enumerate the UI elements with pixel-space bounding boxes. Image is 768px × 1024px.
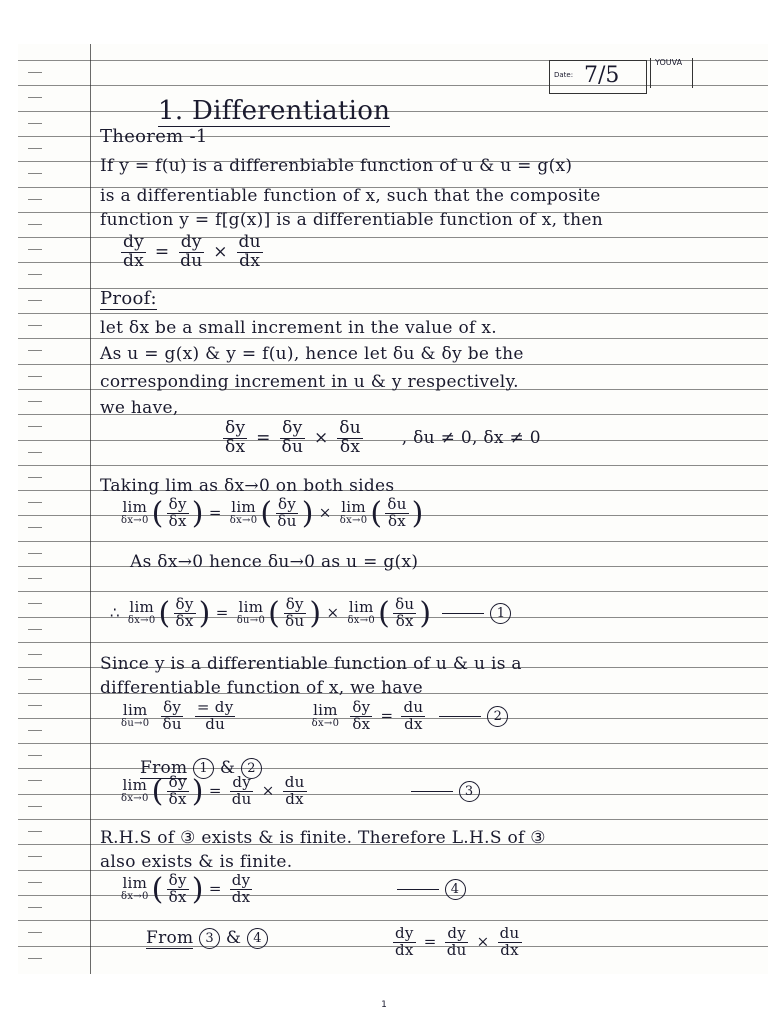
- margin-tick: [28, 907, 42, 908]
- ruled-line: [18, 591, 768, 592]
- margin-tick: [28, 376, 42, 377]
- margin-tick: [28, 97, 42, 98]
- ruled-line: [18, 465, 768, 466]
- fraction: $\frac{\delta u}{\delta x}$: [339, 418, 362, 457]
- margin-tick: [28, 705, 42, 706]
- margin-tick: [28, 882, 42, 883]
- proof-line-2: As u = g(x) & y = f(u), hence let δu & δy be the: [100, 344, 524, 364]
- margin-tick: [28, 629, 42, 630]
- equation-tag: 1: [490, 603, 511, 624]
- page-number: 1: [381, 1000, 387, 1010]
- proof-line-5: Taking lim as δx→0 on both sides: [100, 476, 395, 496]
- margin-tick: [28, 426, 42, 427]
- ruled-line: [18, 743, 768, 744]
- proof-equation-1: $\frac{\delta y}{\delta x}$ = $\frac{\delta y}{\delta u}$ × $\frac{\delta u}{\delta x}$ , δu ≠ 0, δx ≠ 0: [225, 418, 541, 457]
- margin-tick: [28, 123, 42, 124]
- limit-equation-a: lim δx→0 ( $\frac{\delta y}{\delta x}$ ) = lim δx→0 ( $\frac{\delta y}{\delta u}$ ) × lim δx→0 ( $\frac{\delta u}{\delta x}$ ): [121, 495, 424, 531]
- final-equation: $\frac{dy}{dx}$ = $\frac{dy}{du}$ × $\frac{du}{dx}$: [395, 924, 520, 959]
- margin-tick: [28, 300, 42, 301]
- margin-tick: [28, 173, 42, 174]
- fraction: $\frac{\delta y}{\delta u}$: [281, 418, 304, 457]
- theorem-formula: $\frac{dy}{dx}$ = $\frac{dy}{du}$ × $\frac{du}{dx}$: [123, 232, 261, 271]
- margin-tick: [28, 72, 42, 73]
- margin-tick: [28, 224, 42, 225]
- date-label: Date:: [554, 71, 574, 79]
- margin-tick: [28, 477, 42, 478]
- margin-tick: [28, 679, 42, 680]
- fraction: $\frac{dy}{du}$: [180, 232, 203, 271]
- ruled-line: [18, 642, 768, 643]
- equation-tag: 3: [459, 781, 480, 802]
- ruled-line: [18, 819, 768, 820]
- brand-divider: [692, 58, 693, 88]
- theorem-heading: Theorem -1: [100, 126, 208, 147]
- brand-name: YOUVA: [655, 58, 683, 67]
- limit-equation-4: lim δx→0 ( $\frac{\delta y}{\delta x}$ ) = $\frac{dy}{dx}$ 4: [118, 872, 466, 907]
- margin-tick: [28, 603, 42, 604]
- ruled-line: [18, 364, 768, 365]
- proof-line-9: R.H.S of ③ exists & is finite. Therefore L.H.S of ③: [100, 828, 546, 848]
- margin-tick: [28, 831, 42, 832]
- margin-tick: [28, 502, 42, 503]
- margin-tick: [28, 730, 42, 731]
- proof-line-4: we have,: [100, 398, 179, 418]
- margin-tick: [28, 578, 42, 579]
- ruled-line: [18, 338, 768, 339]
- margin-tick: [28, 452, 42, 453]
- ruled-line: [18, 85, 768, 86]
- ruled-line: [18, 111, 768, 112]
- margin-tick: [28, 553, 42, 554]
- proof-line-7: Since y is a differentiable function of u & u is a: [100, 654, 522, 674]
- equation-tag: 2: [487, 706, 508, 727]
- proof-line-6: As δx→0 hence δu→0 as u = g(x): [130, 552, 419, 572]
- margin-tick: [28, 148, 42, 149]
- margin-tick: [28, 199, 42, 200]
- margin-tick: [28, 350, 42, 351]
- ruled-line: [18, 313, 768, 314]
- margin-tick: [28, 249, 42, 250]
- fraction: $\frac{du}{dx}$: [238, 232, 261, 271]
- margin-tick: [28, 755, 42, 756]
- theorem-line-1: If y = f(u) is a differenbiable function of u & u = g(x): [100, 156, 573, 176]
- proof-heading: Proof:: [100, 288, 157, 309]
- ruled-line: [18, 541, 768, 542]
- limit-equation-3: lim δx→0 ( $\frac{\delta y}{\delta x}$ ) = $\frac{dy}{du}$ × $\frac{du}{dx}$ 3: [118, 774, 480, 809]
- date-box: [549, 60, 647, 94]
- theorem-line-2: is a differentiable function of x, such that the composite: [100, 186, 601, 206]
- brand-divider: [650, 58, 651, 88]
- proof-line-3: corresponding increment in u & y respectively.: [100, 372, 519, 392]
- margin-tick: [28, 325, 42, 326]
- proof-line-1: let δx be a small increment in the value of x.: [100, 318, 497, 338]
- margin-tick: [28, 806, 42, 807]
- margin-tick: [28, 527, 42, 528]
- limit-equation-2: lim δu→0 $\frac{\delta y}{\delta u}$ $\frac{= dy}{du}$ lim δx→0 $\frac{\delta y}{\delta x}$ = $\frac{du}{dx}$ 2: [118, 700, 508, 733]
- proof-line-10: also exists & is finite.: [100, 852, 293, 872]
- margin-tick: [28, 654, 42, 655]
- margin-tick: [28, 401, 42, 402]
- from-3-and-4: From 3 & 4: [146, 928, 268, 949]
- margin-tick: [28, 274, 42, 275]
- margin-tick: [28, 958, 42, 959]
- date-value: 7/5: [584, 63, 620, 88]
- fraction: $\frac{dy}{dx}$: [123, 232, 145, 271]
- margin-line: [90, 44, 91, 974]
- margin-tick: [28, 856, 42, 857]
- page-title: 1. Differentiation: [158, 96, 391, 126]
- equation-tag: 4: [445, 879, 466, 900]
- theorem-line-3: function y = f[g(x)] is a differentiable function of x, then: [100, 210, 603, 230]
- margin-tick: [28, 780, 42, 781]
- proof-line-8: differentiable function of x, we have: [100, 678, 424, 698]
- from-1-and-2: From 1 & 2: [140, 758, 262, 779]
- limit-equation-1: ∴ lim δx→0 ( $\frac{\delta y}{\delta x}$ ) = lim δu→0 ( $\frac{\delta y}{\delta u}$ ) × lim δx→0 ( $\frac{\delta u}{\delta x}$ ) 1: [110, 596, 511, 631]
- fraction: $\frac{\delta y}{\delta x}$: [225, 418, 246, 457]
- ruled-line: [18, 768, 768, 769]
- margin-tick: [28, 932, 42, 933]
- ruled-line: [18, 920, 768, 921]
